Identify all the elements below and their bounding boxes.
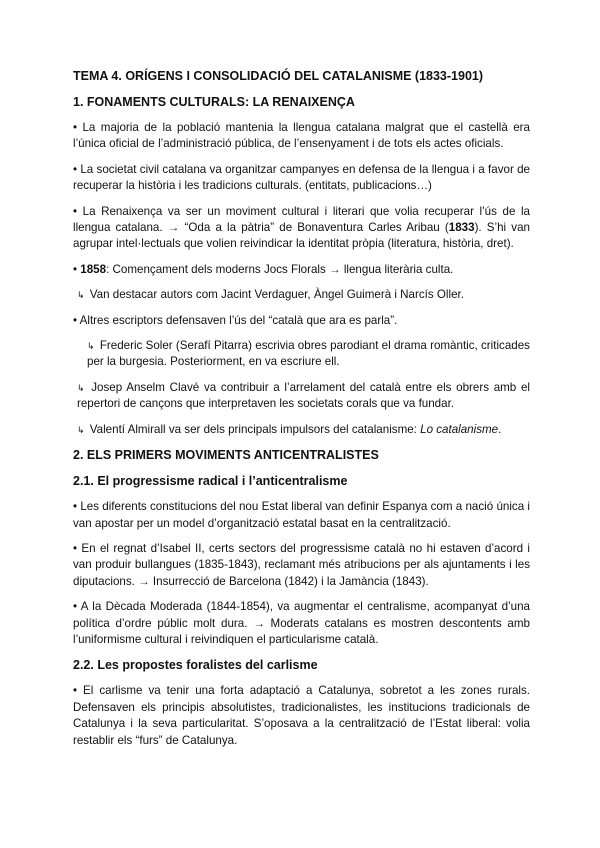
sub-item xyxy=(73,338,530,371)
paragraph: • Les diferents constitucions del nou Estat liberal van definir Espanya com a nació única i van apostar per un model d’organització estatal basat en la centralització. xyxy=(73,500,530,530)
section-2-1-heading: 2.1. El progressisme radical i l’anticentralisme xyxy=(73,474,348,489)
arrow-icon: ↳ xyxy=(77,382,85,393)
text: : Començament dels moderns Jocs Florals → llengua literària culta. xyxy=(106,262,454,276)
arrow-icon: ↳ xyxy=(77,290,85,301)
text: Valentí Almirall va ser dels principals impulsors del catalanisme: xyxy=(89,422,421,436)
sub-item xyxy=(73,422,530,438)
year-1858: 1858 xyxy=(80,262,107,276)
paragraph: • A la Dècada Moderada (1844-1854), va augmentar el centralisme, acompanyat d’una política d’ordre públic molt dura. → Moderats catalans es mostren descontents amb l’uniformisme cultural i reivindiquen el particularisme català. xyxy=(73,600,530,646)
sub-item xyxy=(73,380,530,413)
text: Josep Anselm Clavé va contribuir a l’arrelament del català entre els obrers amb el repertori de cançons que interpretaven les societats corals que va fundar. xyxy=(77,380,530,411)
document-page xyxy=(73,68,530,758)
paragraph: • El carlisme va tenir una forta adaptació a Catalunya, sobretot a les zones rurals. Defensaven els principis absolutistes, tradicionalistes, les institucions tradicionals de Catalunya i la seva particularitat. S’oposava a la centralització de l’Estat liberal: volia restablir els “furs” de Catalunya. xyxy=(73,684,530,747)
paragraph: • La societat civil catalana va organitzar campanyes en defensa de la llengua i a favor de recuperar la història i les tradicions culturals. (entitats, publicacions…) xyxy=(73,162,530,193)
book-title: Lo catalanisme xyxy=(420,422,499,436)
sub-item xyxy=(73,287,530,303)
paragraph-renaixenca xyxy=(73,204,530,253)
section-2-2-heading: 2.2. Les propostes foralistes del carlisme xyxy=(73,658,318,673)
paragraph: • La majoria de la població mantenia la llengua catalana malgrat que el castellà era l’única oficial de l’administració pública, de l’ensenyament i de tots els actes oficials. xyxy=(73,121,530,151)
text: ). S’hi van agrupar intel·lectuals que volien reivindicar la identitat pròpia (literatura, història, dret). xyxy=(73,221,530,251)
paragraph: • Altres escriptors defensaven l’ús del “català que ara es parla”. xyxy=(73,313,398,327)
text: Frederic Soler (Serafí Pitarra) escrivia obres parodiant el drama romàntic, criticades per la burgesia. Posteriorment, en va escriure ell. xyxy=(87,339,530,369)
paragraph: • En el regnat d’Isabel II, certs sectors del progressisme català no hi estaven d’acord i van produir bullangues (1835-1843), reclamant més atribucions per als ajuntaments i les diputacions. → Insurrecció de Barcelona (1842) i la Jamància (1843). xyxy=(73,541,530,588)
text: . xyxy=(498,422,502,436)
paragraph-jocs-florals xyxy=(73,262,530,278)
text: • La Renaixença va ser un moviment cultural i literari que volia recuperar l’ús de la llengua catalana. → “Oda a la pàtria” de Bonaventura Carles Aribau ( xyxy=(73,204,530,235)
section-1-heading: 1. FONAMENTS CULTURALS: LA RENAIXENÇA xyxy=(73,95,355,109)
arrow-icon: ↳ xyxy=(87,341,95,352)
bullet: • xyxy=(73,262,81,276)
document-title: TEMA 4. ORÍGENS I CONSOLIDACIÓ DEL CATALANISME (1833-1901) xyxy=(73,69,484,83)
arrow-icon: ↳ xyxy=(77,424,85,435)
year-1833: 1833 xyxy=(448,221,475,235)
text: Van destacar autors com Jacint Verdaguer, Àngel Guimerà i Narcís Oller. xyxy=(89,288,464,302)
section-2-heading: 2. ELS PRIMERS MOVIMENTS ANTICENTRALISTES xyxy=(73,448,379,463)
